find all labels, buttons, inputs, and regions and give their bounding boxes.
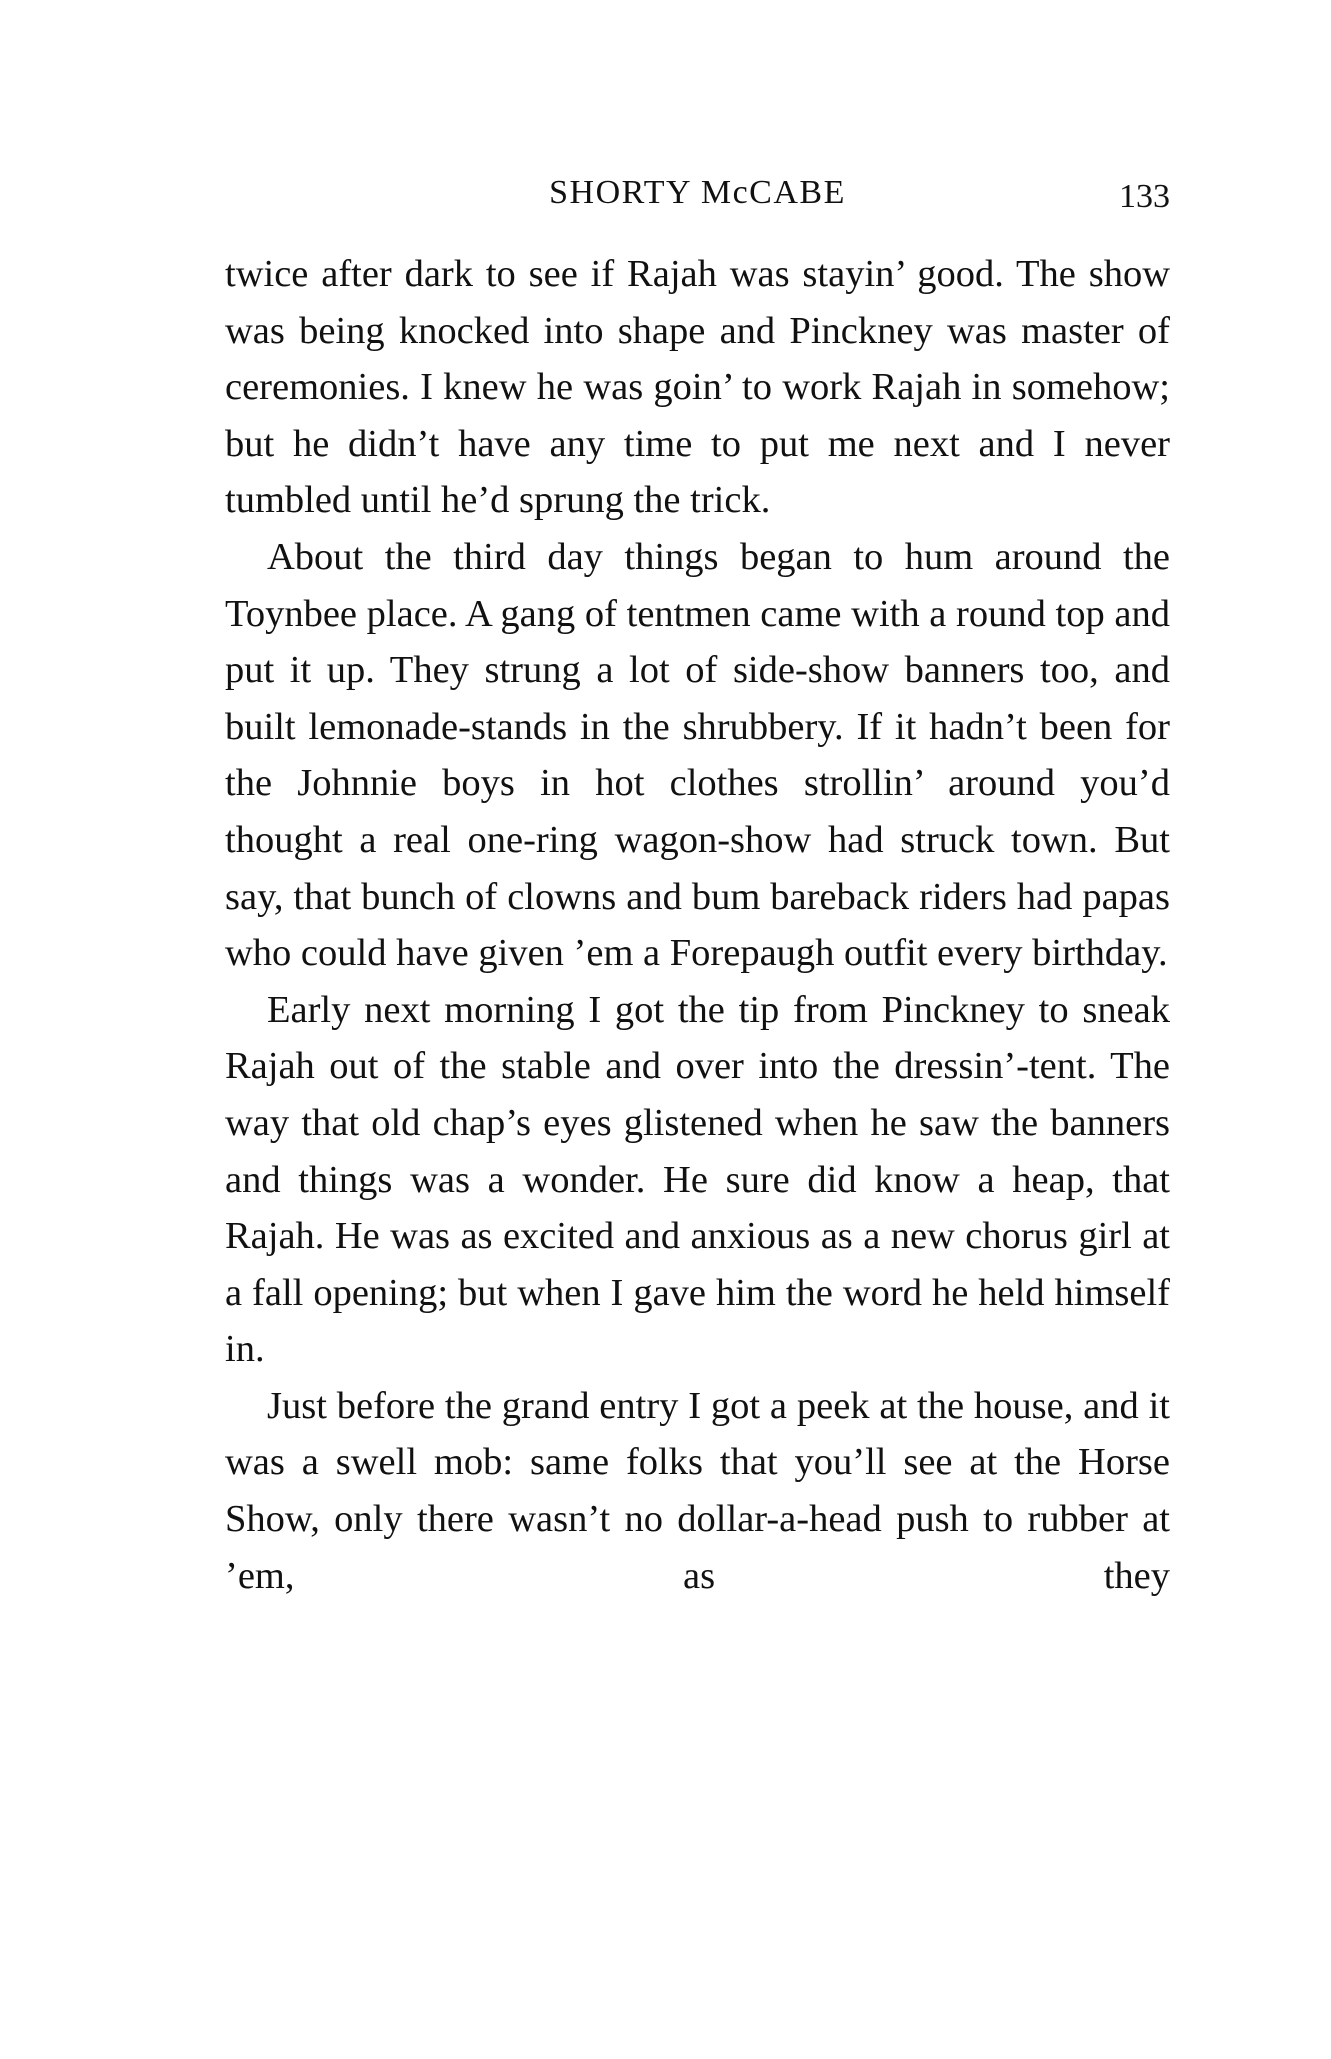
paragraph-4: Just before the grand entry I got a peek at the house, and it was a swell mob: same folks that you’ll see at the Horse Show, only there wasn’t no dollar-a-head push to rubber at ’em, as they [225, 1384, 1170, 1597]
running-head [225, 168, 1170, 218]
paragraph-2: About the third day things began to hum around the Toynbee place. A gang of tentmen came with a round top and put it up. They strung a lot of side-show banners too, and built lemonade-stands in the shrubbery. If it hadn’t been for the Johnnie boys in hot clothes strollin’ around you’d thought a real one-ring wagon-show had struck town. But say, that bunch of clowns and bum bareback riders had papas who could have given ’em a Forepaugh outfit every birthday. [225, 535, 1170, 975]
paragraph-1: twice after dark to see if Rajah was stayin’ good. The show was being knocked into shape and Pinckney was master of ceremonies. I knew he was goin’ to work Rajah in somehow; but he didn’t have any time to put me next and I never tumbled until he’d sprung the trick. [225, 253, 1170, 522]
running-title: SHORTY McCABE [549, 174, 846, 211]
body-text [225, 246, 1170, 1604]
page-number: 133 [1119, 178, 1170, 215]
paragraph-3: Early next morning I got the tip from Pinckney to sneak Rajah out of the stable and over into the dressin’-tent. The way that old chap’s eyes glistened when he saw the banners and things was a wonder. He sure did know a heap, that Rajah. He was as excited and anxious as a new chorus girl at a fall opening; but when I gave him the word he held himself in. [225, 988, 1170, 1371]
